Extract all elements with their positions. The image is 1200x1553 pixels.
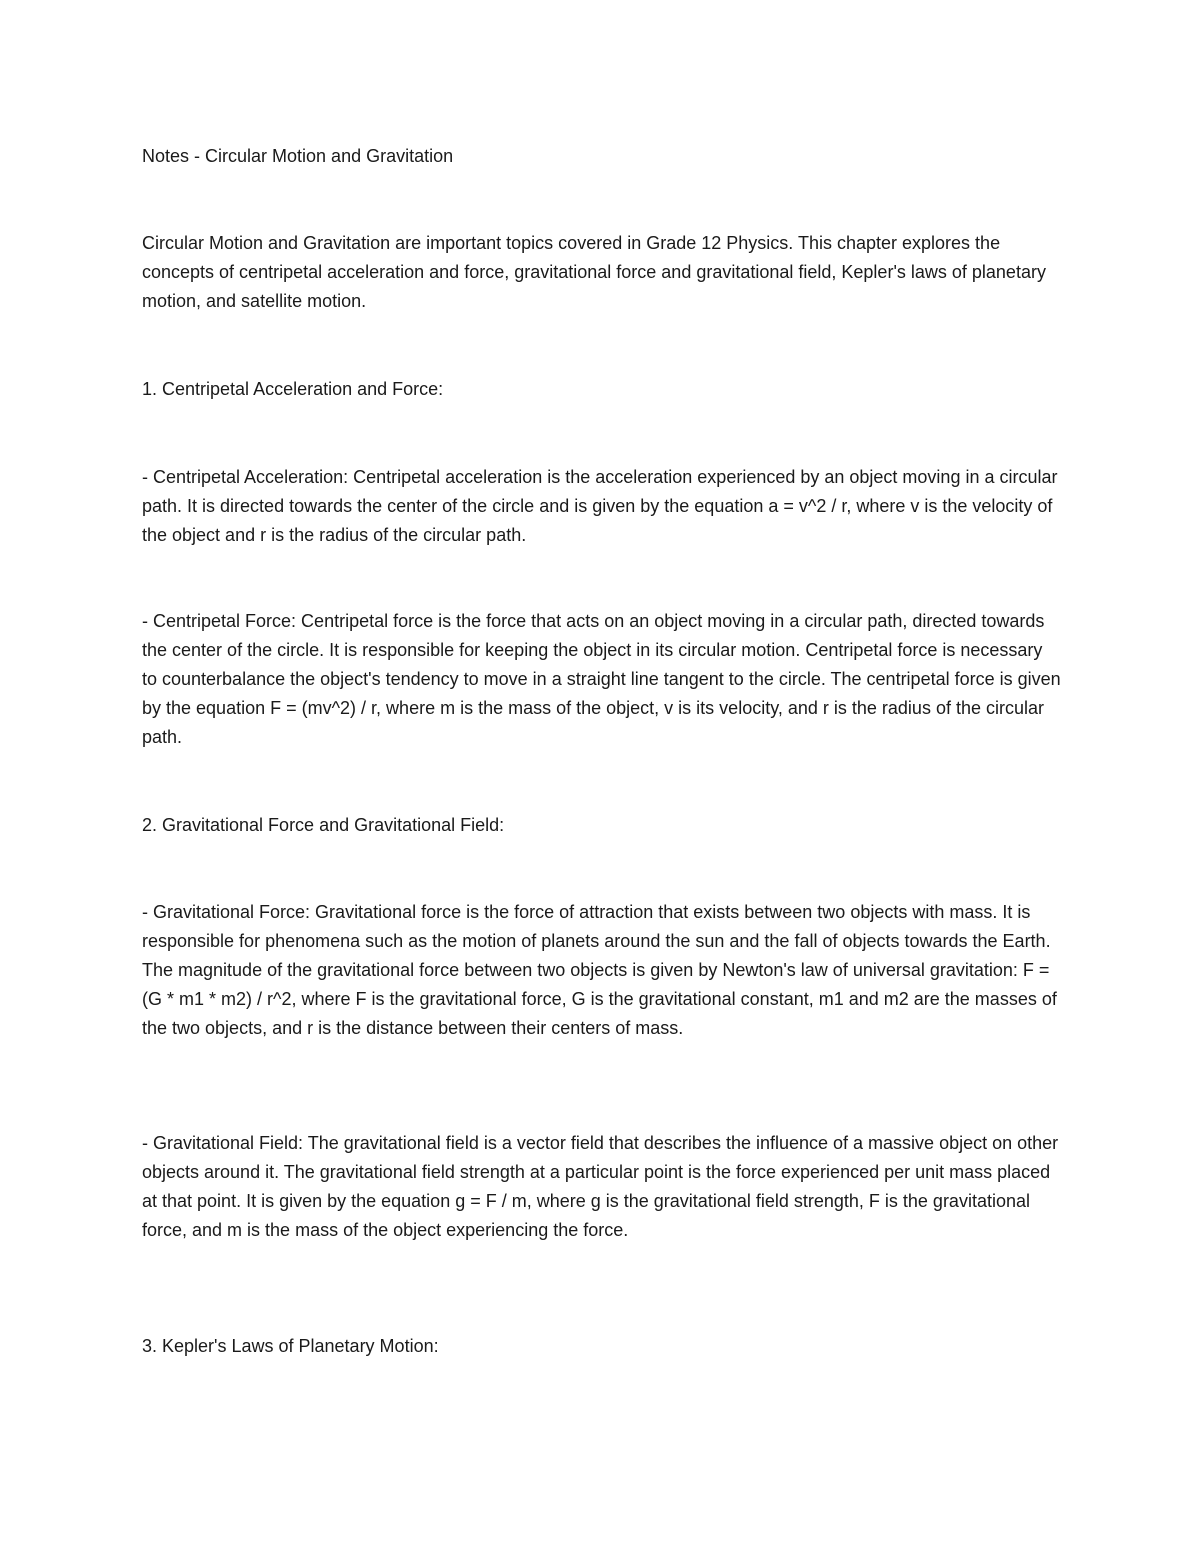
- gravitational-field-paragraph: - Gravitational Field: The gravitational field is a vector field that describes the influence of a massive object on other objects around it. The gravitational field strength at a particular point is the force experienced per unit mass placed at that point. It is given by the equation g = F / m, where g is the gravitational field strength, F is the gravitational force, and m is the mass of the object experiencing the force.: [142, 1133, 1059, 1240]
- centripetal-force-paragraph: - Centripetal Force: Centripetal force is the force that acts on an object moving in a circular path, directed towards the center of the circle. It is responsible for keeping the object in its circular motion. Centripetal force is necessary to counterbalance the object's tendency to move in a straight line tangent to the circle. The centripetal force is given by the equation F = (mv^2) / r, where m is the mass of the object, v is its velocity, and r is the radius of the circular path.: [142, 611, 1061, 747]
- section-3-heading: 3. Kepler's Laws of Planetary Motion:: [142, 1336, 439, 1356]
- gravitational-force-paragraph: - Gravitational Force: Gravitational force is the force of attraction that exists between two objects with mass. It is responsible for phenomena such as the motion of planets around the sun and the fall of objects towards the Earth. The magnitude of the gravitational force between two objects is given by Newton's law of universal gravitation: F = (G * m1 * m2) / r^2, where F is the gravitational force, G is the gravitational constant, m1 and m2 are the masses of the two objects, and r is the distance between their centers of mass.: [142, 902, 1057, 1038]
- section-1-heading: 1. Centripetal Acceleration and Force:: [142, 379, 444, 399]
- centripetal-acceleration-paragraph: - Centripetal Acceleration: Centripetal acceleration is the acceleration experienced by an object moving in a circular path. It is directed towards the center of the circle and is given by the equation a = v^2 / r, where v is the velocity of the object and r is the radius of the circular path.: [142, 467, 1058, 545]
- intro-paragraph: Circular Motion and Gravitation are important topics covered in Grade 12 Physics. This chapter explores the concepts of centripetal acceleration and force, gravitational force and gravitational field, Kepler's laws of planetary motion, and satellite motion.: [142, 233, 1046, 311]
- document-title: Notes - Circular Motion and Gravitation: [142, 146, 454, 166]
- section-2-heading: 2. Gravitational Force and Gravitational Field:: [142, 815, 505, 835]
